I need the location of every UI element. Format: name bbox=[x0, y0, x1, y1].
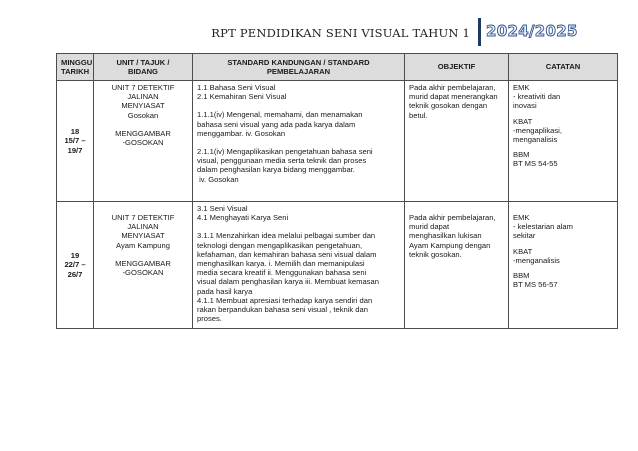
header-objective: OBJEKTIF bbox=[405, 54, 509, 81]
unit-line: UNIT 7 DETEKTIF bbox=[111, 213, 175, 222]
standard-line: 2.1 Kemahiran Seni Visual bbox=[197, 92, 287, 102]
note-line: BBM bbox=[513, 271, 530, 281]
note-cell bbox=[509, 202, 618, 329]
field-line: MENGGAMBAR bbox=[115, 258, 171, 268]
objective-line: betul. bbox=[409, 110, 428, 120]
note-line: -menganalisis bbox=[513, 255, 560, 265]
standard-line: 3.1 Seni Visual bbox=[197, 204, 248, 213]
header-week bbox=[57, 54, 94, 81]
page-header bbox=[0, 18, 638, 52]
standard-cell bbox=[193, 202, 405, 329]
field-line: -GOSOKAN bbox=[122, 138, 164, 148]
objective-cell bbox=[405, 81, 509, 202]
standard-line: visual dalam penghasilan karya iii. Membuat kemasan bbox=[197, 277, 379, 287]
note-line: inovasi bbox=[513, 101, 537, 111]
standard-line: menghasilkan karya. i. Memilih dan memanipulasi bbox=[197, 259, 365, 269]
objective-line: Ayam Kampung dengan bbox=[409, 240, 491, 250]
standard-cell bbox=[193, 81, 405, 202]
note-line: BT MS 54-55 bbox=[513, 159, 558, 169]
header-week-line: TARIKH bbox=[61, 67, 90, 76]
document-title: RPT PENDIDIKAN SENI VISUAL TAHUN 1 bbox=[211, 26, 470, 40]
header-divider bbox=[478, 18, 481, 46]
week-number: 19 bbox=[70, 251, 80, 261]
week-number: 18 bbox=[70, 127, 80, 137]
standard-line: pada hasil karya bbox=[197, 286, 253, 296]
note-line: BT MS 56-57 bbox=[513, 280, 558, 290]
note-line: EMK bbox=[513, 213, 530, 222]
standard-line: rakan berpandukan bahasa seni visual , teknik dan bbox=[197, 305, 368, 315]
standard-line: visual, penggunaan media serta teknik dan proses bbox=[197, 156, 367, 166]
note-line: - kreativiti dan bbox=[513, 92, 561, 102]
year-badge: 2024/2025 bbox=[486, 22, 578, 40]
spacer bbox=[197, 101, 400, 110]
standard-line: bahasa seni visual yang ada pada karya dalam bbox=[197, 119, 356, 129]
standard-line: 2.1.1(iv) Mengaplikasikan pengetahuan bahasa seni bbox=[197, 147, 373, 157]
spacer bbox=[98, 120, 188, 129]
header-unit bbox=[94, 54, 193, 81]
unit-line: JALINAN bbox=[127, 92, 159, 102]
standard-line: dalam penghasilan karya bidang menggambar. bbox=[197, 165, 355, 175]
header-standard-line: PEMBELAJARAN bbox=[266, 67, 331, 76]
field-line: -GOSOKAN bbox=[122, 268, 164, 278]
header-standard-line: STANDARD KANDUNGAN / STANDARD bbox=[227, 57, 370, 67]
note-line: -mengaplikasi, bbox=[513, 125, 562, 135]
standard-line: media secara kreatif ii. Menggunakan bahasa seni bbox=[197, 268, 367, 278]
spacer bbox=[197, 138, 400, 147]
unit-cell bbox=[94, 81, 193, 202]
unit-line: UNIT 7 DETEKTIF bbox=[111, 83, 175, 92]
spacer bbox=[98, 204, 188, 213]
standard-line: teknologi dengan mengaplikasikan pengetahuan, bbox=[197, 240, 363, 250]
unit-line: MENYIASAT bbox=[121, 101, 165, 111]
week-cell bbox=[57, 81, 94, 202]
unit-line: Ayam Kampung bbox=[116, 240, 170, 250]
unit-cell bbox=[94, 202, 193, 329]
table-row bbox=[57, 81, 618, 202]
note-line: - kelestarian alam bbox=[513, 222, 573, 232]
header-standard bbox=[193, 54, 405, 81]
spacer bbox=[409, 204, 504, 213]
objective-line: teknik gosokan dengan bbox=[409, 101, 488, 111]
standard-line: menggambar. iv. Gosokan bbox=[197, 128, 286, 138]
table-row bbox=[57, 202, 618, 329]
note-line: menganalisis bbox=[513, 135, 558, 145]
standard-line: 1.1 Bahasa Seni Visual bbox=[197, 83, 276, 92]
note-cell bbox=[509, 81, 618, 202]
table-header-row bbox=[57, 54, 618, 81]
header-unit-line: UNIT / TAJUK / bbox=[116, 57, 170, 67]
note-line: KBAT bbox=[513, 116, 533, 126]
objective-line: Pada akhir pembelajaran, bbox=[409, 83, 496, 92]
header-week-line: MINGGU bbox=[61, 57, 93, 67]
standard-line: 3.1.1 Menzahirkan idea melalui pelbagai sumber dan bbox=[197, 231, 376, 241]
spacer bbox=[98, 250, 188, 259]
lesson-plan-table bbox=[56, 53, 618, 329]
standard-line: 4.1.1 Membuat apresiasi terhadap karya sendiri dan bbox=[197, 295, 373, 305]
objective-line: murid dapat menerangkan bbox=[409, 92, 498, 102]
unit-line: Gosokan bbox=[127, 110, 159, 120]
objective-cell bbox=[405, 202, 509, 329]
header-note: CATATAN bbox=[509, 54, 618, 81]
week-dates: 22/7 – 26/7 bbox=[64, 260, 86, 279]
week-cell bbox=[57, 202, 94, 329]
spacer bbox=[197, 222, 400, 231]
note-line: sekitar bbox=[513, 231, 536, 241]
note-line: BBM bbox=[513, 150, 530, 160]
header-unit-line: BIDANG bbox=[128, 67, 158, 76]
spacer bbox=[513, 204, 613, 213]
objective-line: murid dapat bbox=[409, 222, 450, 232]
standard-line: 4.1 Menghayati Karya Seni bbox=[197, 213, 289, 223]
unit-line: MENYIASAT bbox=[121, 231, 165, 241]
week-dates: 15/7 – 19/7 bbox=[64, 136, 86, 155]
standard-line: proses. bbox=[197, 314, 222, 324]
note-line: EMK bbox=[513, 83, 530, 92]
standard-line: kefahaman, dan kemahiran bahasa seni visual dalam bbox=[197, 249, 377, 259]
standard-line: 1.1.1(iv) Mengenal, memahami, dan menamakan bbox=[197, 110, 363, 120]
unit-line: JALINAN bbox=[127, 222, 159, 232]
objective-line: menghasilkan lukisan bbox=[409, 231, 482, 241]
standard-line: iv. Gosokan bbox=[197, 174, 239, 184]
objective-line: Pada akhir pembelajaran, bbox=[409, 213, 496, 222]
note-line: KBAT bbox=[513, 246, 533, 256]
objective-line: teknik gosokan. bbox=[409, 249, 462, 259]
field-line: MENGGAMBAR bbox=[115, 128, 171, 138]
